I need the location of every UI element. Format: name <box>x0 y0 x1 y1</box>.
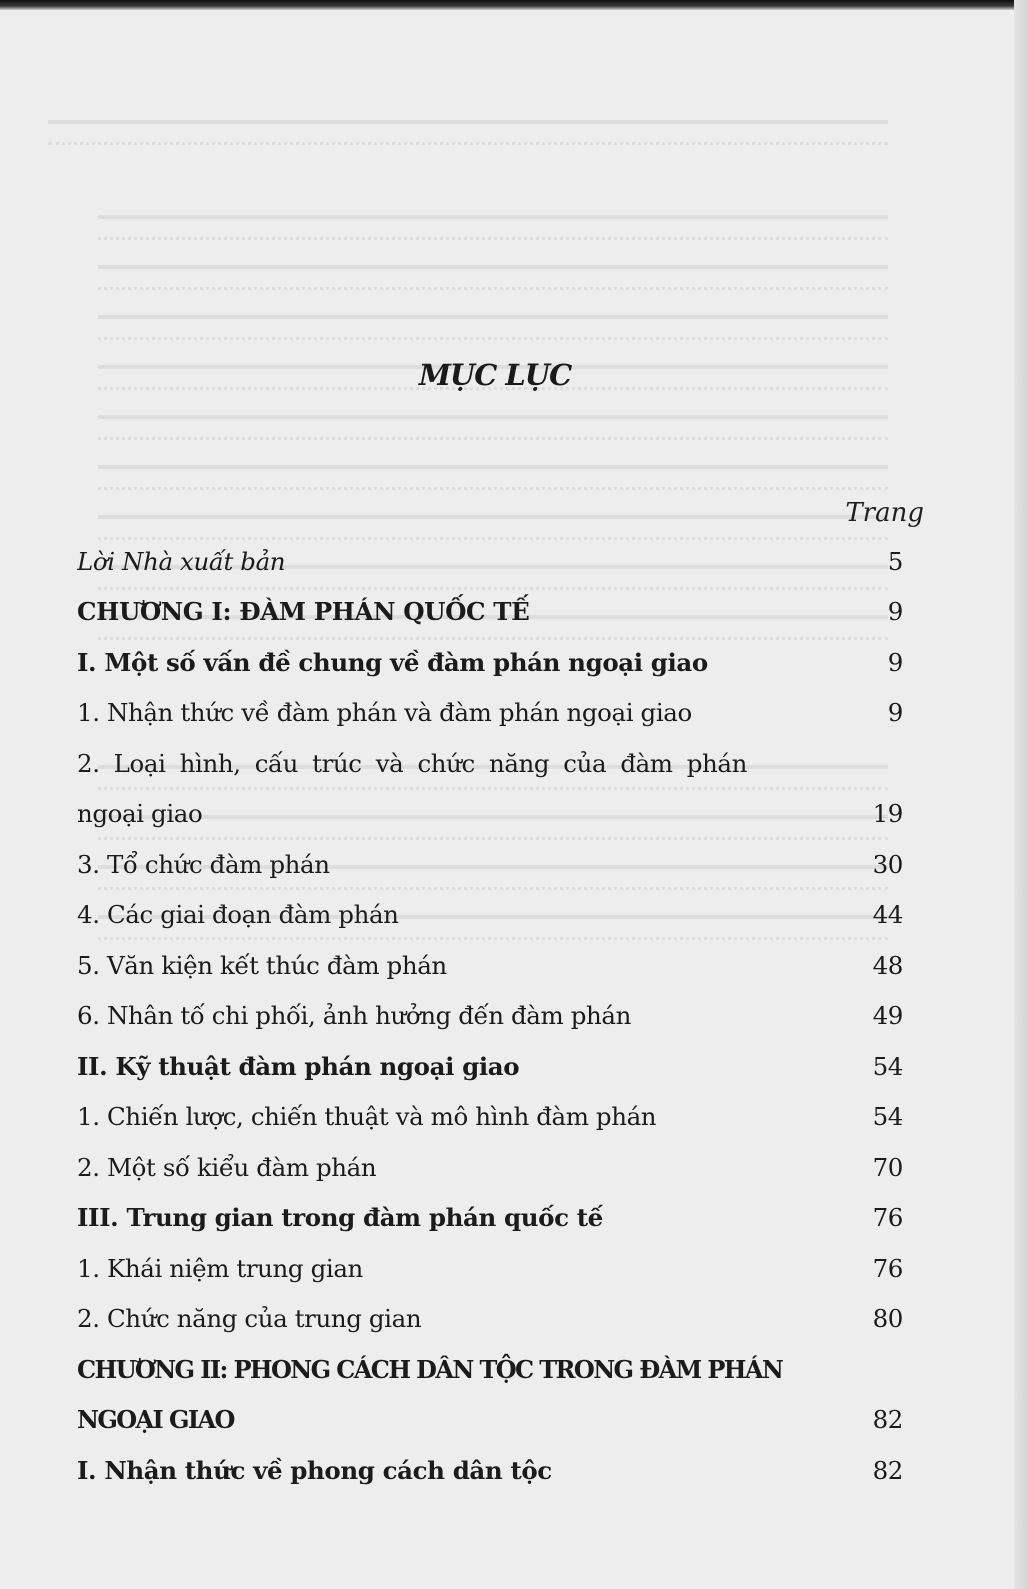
toc-entry-text: 5. Văn kiện kết thúc đàm phán <box>77 950 447 980</box>
toc-entry <box>77 688 915 739</box>
toc-entry-continuation <box>77 789 915 840</box>
toc-entry-page: 82 <box>872 1405 903 1434</box>
toc-entry-text: 4. Các giai đoạn đàm phán <box>77 900 399 929</box>
toc-entry <box>77 536 915 587</box>
toc-entry-page: 44 <box>872 900 903 929</box>
toc-entry-text: 1. Nhận thức về đàm phán và đàm phán ngoại giao <box>77 698 692 727</box>
toc-entry <box>77 1243 915 1294</box>
toc-entry-text: 1. Chiến lược, chiến thuật và mô hình đàm phán <box>77 1102 657 1131</box>
toc-entry-page: 9 <box>887 647 903 677</box>
toc-entry <box>77 1092 915 1143</box>
toc-entry-page: 49 <box>872 1001 903 1030</box>
toc-entry-text: 2. Một số kiểu đàm phán <box>77 1152 377 1182</box>
toc-entry <box>77 1142 915 1193</box>
toc-entry-text: ngoại giao <box>77 799 203 828</box>
table-of-contents <box>77 536 915 1496</box>
toc-entry-page: 54 <box>872 1051 903 1081</box>
page-right-edge <box>1014 0 1028 1589</box>
toc-entry-text: 2. Chức năng của trung gian <box>77 1304 422 1333</box>
toc-section-heading <box>77 1445 915 1496</box>
toc-section-heading <box>77 637 915 688</box>
toc-entry-page: 9 <box>887 698 903 727</box>
toc-entry <box>77 1294 915 1345</box>
toc-entry-text: 6. Nhân tố chi phối, ảnh hưởng đến đàm phán <box>77 1001 631 1030</box>
toc-entry-page: 80 <box>872 1304 903 1333</box>
toc-entry-text: 3. Tổ chức đàm phán <box>77 849 330 879</box>
toc-entry-page: 70 <box>872 1152 903 1182</box>
toc-entry-text: 1. Khái niệm trung gian <box>77 1253 363 1283</box>
toc-entry <box>77 940 915 991</box>
toc-entry-page: 82 <box>872 1455 903 1485</box>
page-column-label: Trang <box>845 498 924 528</box>
toc-section-heading <box>77 1193 915 1244</box>
toc-entry <box>77 839 915 890</box>
toc-entry-page: 76 <box>872 1253 903 1283</box>
toc-entry-text: CHƯƠNG II: PHONG CÁCH DÂN TỘC TRONG ĐÀM PHÁN <box>77 1354 783 1384</box>
toc-entry-page: 9 <box>887 597 903 626</box>
toc-chapter-heading <box>77 587 915 638</box>
page-title: MỤC LỤC <box>418 358 572 392</box>
toc-entry-text: III. Trung gian trong đàm phán quốc tế <box>77 1203 603 1232</box>
toc-entry-page: 30 <box>872 849 903 879</box>
toc-entry <box>77 991 915 1042</box>
toc-section-heading <box>77 1041 915 1092</box>
toc-entry-page: 54 <box>872 1102 903 1131</box>
toc-entry-text: I. Nhận thức về phong cách dân tộc <box>77 1455 552 1485</box>
toc-entry <box>77 738 915 789</box>
toc-entry-page: 5 <box>887 546 903 576</box>
toc-chapter-heading <box>77 1344 915 1395</box>
toc-entry-text: NGOẠI GIAO <box>77 1405 234 1434</box>
page-top-edge <box>0 0 1028 10</box>
toc-entry-text: Lời Nhà xuất bản <box>77 546 286 576</box>
toc-entry-page: 48 <box>872 950 903 980</box>
toc-entry-text: I. Một số vấn đề chung về đàm phán ngoại giao <box>77 647 708 677</box>
toc-entry-page: 76 <box>872 1203 903 1232</box>
toc-chapter-heading-continuation <box>77 1395 915 1446</box>
toc-entry-page: 19 <box>872 799 903 828</box>
toc-entry-text: CHƯƠNG I: ĐÀM PHÁN QUỐC TẾ <box>77 597 530 626</box>
toc-entry <box>77 890 915 941</box>
toc-entry-text: 2. Loại hình, cấu trúc và chức năng của đàm phán <box>77 748 747 778</box>
toc-entry-text: II. Kỹ thuật đàm phán ngoại giao <box>77 1051 520 1081</box>
